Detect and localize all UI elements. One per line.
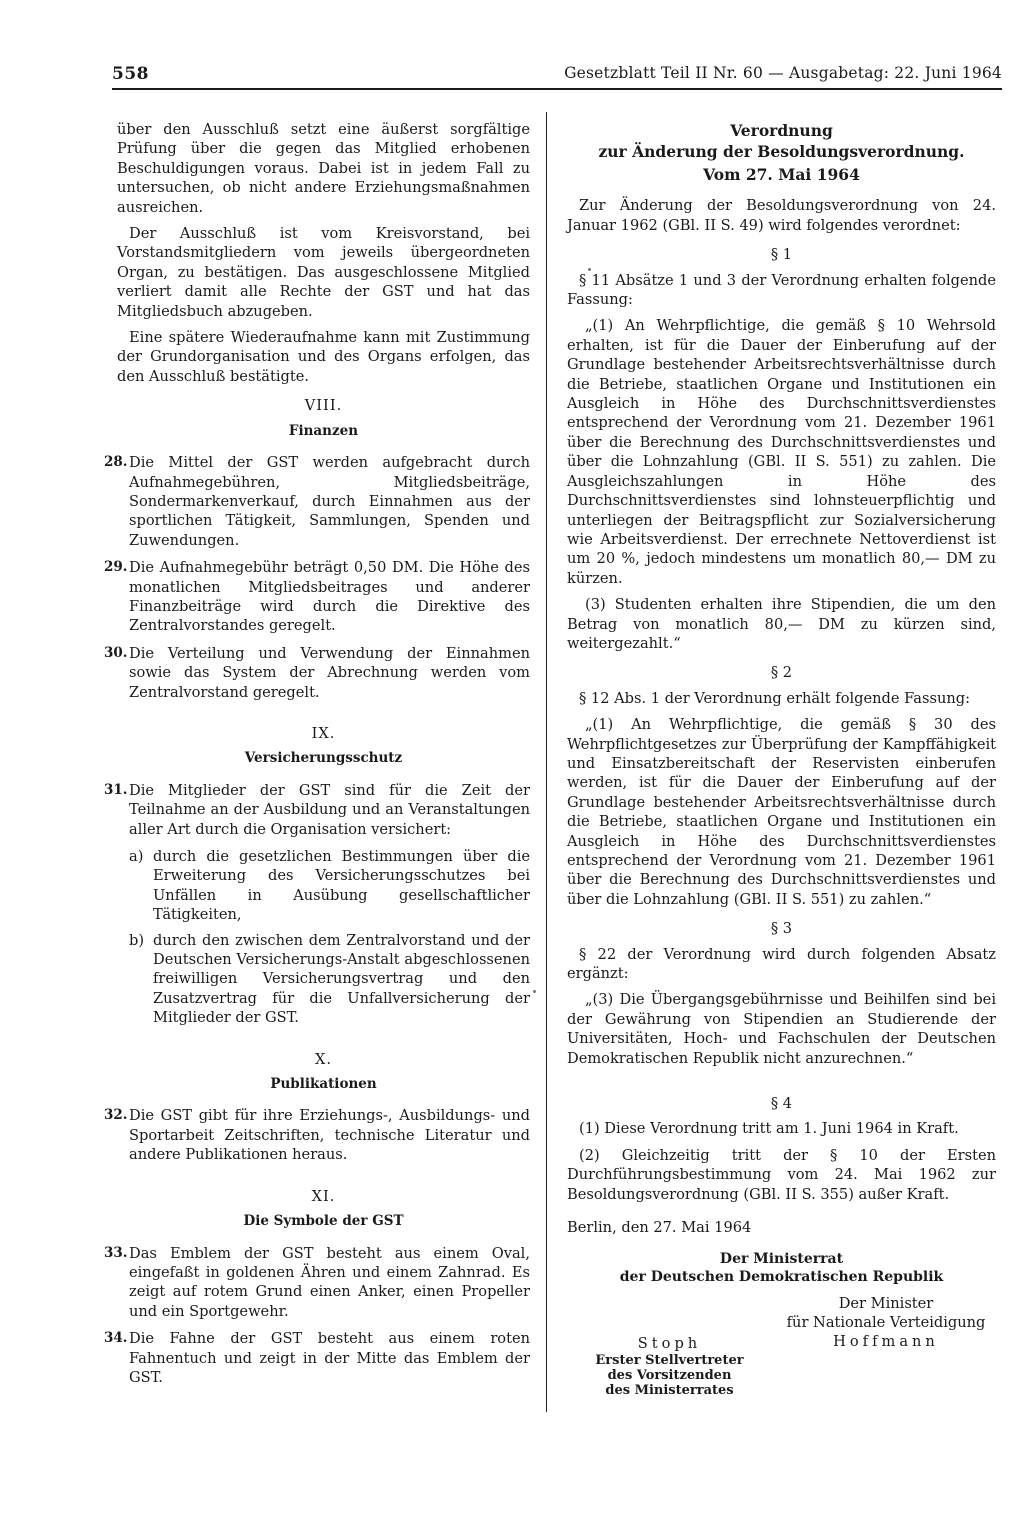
article-text: Die Verteilung und Verwendung der Einnahmen sowie das System der Abrechnung werden vom Zentralvorstand geregelt. [129,644,530,701]
minister-title: Der Minister [838,1294,934,1312]
subitem [129,847,530,925]
article-text: Die GST gibt für ihre Erziehungs-, Ausbildungs- und Sportarbeit Zeitschriften, technische Literatur und andere Publikationen heraus. [129,1107,530,1164]
article-text: Die Fahne der GST besteht aus einem roten Fahnentuch und zeigt in der Mitte das Emblem der GST. [129,1330,530,1386]
quoted-clause: (3) Studenten erhalten ihre Stipendien, die um den Betrag von monatlich 80,— DM zu kürzen sind, weitergezahlt.“ [567,596,996,652]
paragraph: § 11 Absätze 1 und 3 der Verordnung erhalten folgende Fassung: [567,271,996,309]
article-number: 34. [104,1330,128,1347]
council-block [567,1250,996,1286]
signature-block [567,1294,996,1404]
paragraph: § 12 Abs. 1 der Verordnung erhält folgende Fassung: [579,689,971,707]
preamble: Zur Änderung der Besoldungsverordnung von 24. Januar 1962 (GBl. II S. 49) wird folgendes verordnet: [567,197,996,234]
article-text: Die Mitglieder der GST sind für die Zeit der Teilnahme an der Ausbildung und an Veranstaltungen aller Art durch die Organisation versichert: [129,781,530,838]
decree-title [567,120,996,162]
article-text: Das Emblem der GST besteht aus einem Oval, eingefaßt in goldenen Ähren und einem Zahnrad. Es zeigt auf rotem Grund einen Anker, einen Propeller und ein Sportgewehr. [129,1244,530,1320]
paragraph: (2) Gleichzeitig tritt der § 10 der Ersten Durchführungsbestimmung vom 24. Mai 1962 zur Besoldungsverordnung (GBl. II S. 355) außer Kraft. [567,1146,996,1203]
deputy-signature [587,1334,752,1398]
deputy-title: des Vorsitzenden [607,1367,732,1383]
scan-dot [533,990,536,993]
minister-name: Hoffmann [833,1332,939,1350]
page-number: 558 [112,64,149,84]
article [104,1329,530,1387]
section-title: Versicherungsschutz [244,750,403,767]
section-number: XI. [311,1187,336,1205]
gazette-title: Gesetzblatt Teil II Nr. 60 — Ausgabetag: 22. Juni 1964 [564,64,1002,82]
council-line: Der Ministerrat [719,1250,844,1267]
quoted-clause: „(1) An Wehrpflichtige, die gemäß § 30 des Wehrpflichtgesetzes zur Überprüfung der Kampffähigkeit und Einsatzbereitschaft der Reservisten einberufen werden, ist für die Dauer der Einberufung auf der Grundlage bestehender Arbeitsrechtsverhältnisse durch die Betriebe, staatlichen Organe und Institutionen ein Ausgleich in Höhe des Durchschnittsverdienstes entsprechend der Verordnung vom 21. Dezember 1961 über die Berechnung des Durchschnittsverdienstes und über die Lohnzahlung (GBl. II S. 551) zu zahlen.“ [567,716,996,908]
section-number: X. [314,1050,333,1068]
quoted-clause: „(3) Die Übergangsgebührnisse und Beihilfen sind bei der Gewährung von Stipendien an Studierende der Universitäten, Hoch- und Fachschulen der Deutschen Demokratischen Republik nicht anzurechnen.“ [567,991,996,1067]
paragraph-heading: § 4 [770,1095,793,1113]
article-text: Die Aufnahmegebühr beträgt 0,50 DM. Die Höhe des monatlichen Mitgliedsbeitrages und anderer Finanzbeiträge wird durch die Direktive des Zentralvorstandes geregelt. [129,559,530,635]
minister-signature [776,1294,996,1351]
paragraph: über den Ausschluß setzt eine äußerst sorgfältige Prüfung über die gegen das Mitglied erhobenen Beschuldigungen voraus. Dabei ist in jedem Fall zu untersuchen, ob nicht andere Erziehungsmaßnahmen ausreichen. [117,121,530,216]
article [104,644,530,702]
place-date: Berlin, den 27. Mai 1964 [567,1219,752,1237]
minister-title: für Nationale Verteidigung [786,1313,986,1331]
right-column [567,120,996,1404]
deputy-name: Stoph [637,1334,702,1352]
column-divider [546,112,547,1412]
article-number: 30. [104,644,128,661]
subitem-text: durch die gesetzlichen Bestimmungen über die Erweiterung des Versicherungsschutzes bei Unfällen in Ausübung gesellschaftlicher Tätigkeiten, [153,848,530,924]
article [104,1106,530,1164]
article [104,1244,530,1322]
article-number: 29. [104,559,128,576]
article-number: 28. [104,454,128,471]
quoted-clause: „(1) An Wehrpflichtige, die gemäß § 10 Wehrsold erhalten, ist für die Dauer der Einberufung auf der Grundlage bestehender Arbeitsrechtsverhältnisse durch die Betriebe, staatlichen Organe und Institutionen ein Ausgleich in Höhe des Durchschnittsverdienstes entsprechend der Verordnung vom 21. Dezember 1961 über die Berechnung des Durchschnittsverdienstes und über die Lohnzahlung (GBl. II S. 551) zu zahlen. Die Ausgleichszahlungen in Höhe des Durchschnittsverdienstes sind lohnsteuerpflichtig und unterliegen der Beitragspflicht zur Sozialversicherung wie Arbeitsverdienst. Der errechnete Nettoverdienst ist um 20 %, jedoch mindestens um monatlich 80,— DM zu kürzen. [567,317,996,587]
paragraph: Der Ausschluß ist vom Kreisvorstand, bei Vorstandsmitgliedern vom jeweils übergeordneten Organ, zu bestätigen. Das ausgeschlossene Mitglied verliert damit alle Rechte der GST und hat das Mitgliedsbuch abzugeben. [117,225,530,320]
article-number: 33. [104,1244,128,1261]
decree-title-line: zur Änderung der Besoldungsverordnung. [598,142,965,161]
section-title: Die Symbole der GST [243,1213,404,1230]
paragraph-heading: § 2 [770,664,793,682]
paragraph: § 22 der Verordnung wird durch folgenden Absatz ergänzt: [567,945,996,983]
deputy-title: des Ministerrates [605,1382,734,1398]
decree-date: Vom 27. Mai 1964 [703,165,860,184]
article-number: 32. [104,1107,128,1124]
subitem-label: a) [129,848,144,865]
article-number: 31. [104,781,128,798]
article-text: Die Mittel der GST werden aufgebracht durch Aufnahmegebühren, Mitgliedsbeiträge, Sondermarkenverkauf, durch Einnahmen aus der sportlichen Tätigkeit, Sammlungen, Spenden und Zuwendungen. [129,454,530,549]
paragraph-heading: § 3 [770,920,793,938]
council-line: der Deutschen Demokratischen Republik [619,1268,944,1285]
deputy-title: Erster Stellvertreter [595,1352,744,1368]
paragraph: Eine spätere Wiederaufnahme kann mit Zustimmung der Grundorganisation und des Organs erfolgen, das den Ausschluß bestätigte. [117,329,530,385]
decree-title-line: Verordnung [730,121,833,140]
article [104,781,530,839]
subitem-label: b) [129,931,145,949]
subitem-text: durch den zwischen dem Zentralvorstand und der Deutschen Versicherungs-Anstalt abgeschlossenen freiwilligen Versicherungsvertrag und den Zusatzvertrag für die Unfallversicherung der Mitglieder der GST. [153,931,530,1027]
section-title: Publikationen [270,1076,377,1093]
section-number: VIII. [304,397,343,415]
section-title: Finanzen [288,422,359,439]
paragraph-heading: § 1 [770,246,793,264]
page-header [112,62,1002,90]
article [104,453,530,550]
subitem [129,931,530,1028]
left-column [104,120,530,1395]
paragraph: (1) Diese Verordnung tritt am 1. Juni 1964 in Kraft. [579,1120,959,1138]
section-number: IX. [311,724,336,742]
article [104,558,530,636]
